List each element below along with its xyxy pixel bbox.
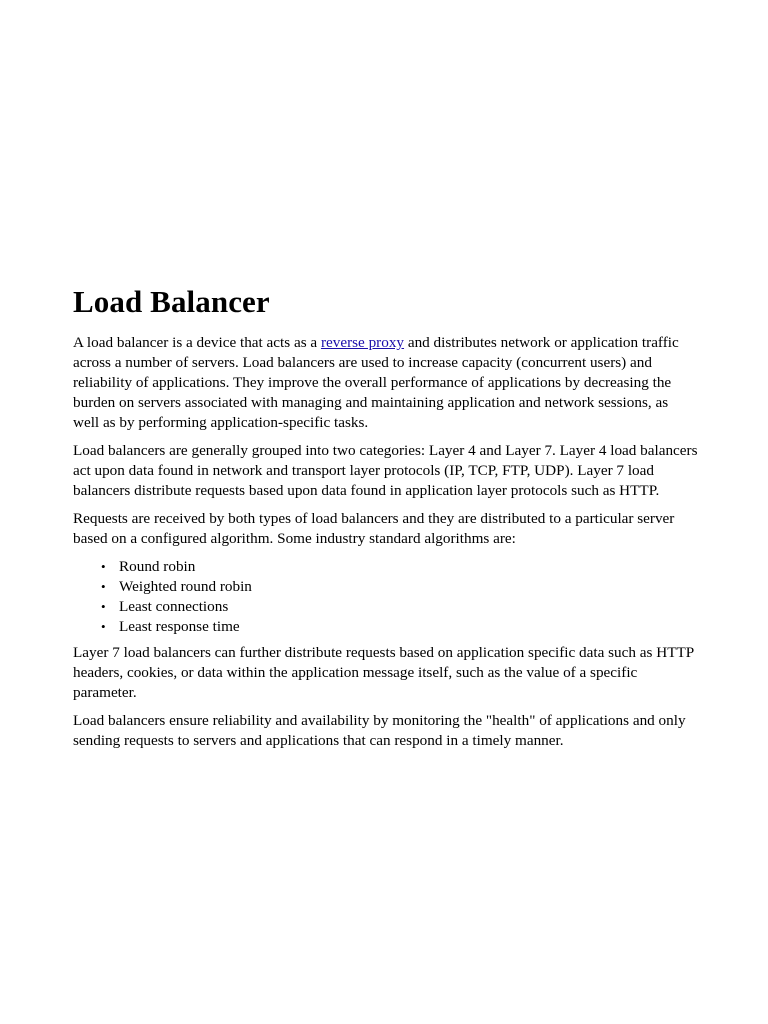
categories-paragraph: Load balancers are generally grouped into two categories: Layer 4 and Layer 7. Layer 4 load balancers act upon data found in network and transport layer protocols (IP, TCP, FTP, UDP). Layer 7 load balancers distribute requests based upon data found in application layer protocols such as HTTP.	[73, 442, 698, 499]
article	[73, 284, 698, 759]
list-item	[101, 597, 698, 617]
bullet-icon: •	[101, 599, 106, 614]
intro-text-before-link: A load balancer is a device that acts as a	[73, 334, 321, 351]
page-title: Load Balancer	[73, 284, 270, 319]
intro-paragraph	[73, 333, 698, 433]
list-item-label: Least connections	[119, 598, 229, 615]
bullet-icon: •	[101, 619, 106, 634]
list-item-label: Weighted round robin	[119, 578, 252, 595]
list-item-label: Round robin	[119, 558, 196, 575]
algorithms-intro-paragraph: Requests are received by both types of load balancers and they are distributed to a particular server based on a configured algorithm. Some industry standard algorithms are:	[73, 510, 675, 547]
list-item	[101, 557, 698, 577]
algorithm-list	[73, 557, 698, 637]
list-item	[101, 617, 698, 637]
layer7-paragraph: Layer 7 load balancers can further distribute requests based on application specific data such as HTTP headers, cookies, or data within the application message itself, such as the value of a specific parameter.	[73, 644, 694, 701]
intro-text-after-link: and distributes network or application traffic across a number of servers. Load balancers are used to increase capacity (concurrent users) and reliability of applications. They improve the overall performance of applications by decreasing the burden on servers associated with managing and maintaining application and network sessions, as well as by performing application-specific tasks.	[73, 334, 679, 431]
bullet-icon: •	[101, 579, 106, 594]
bullet-icon: •	[101, 559, 106, 574]
list-item-label: Least response time	[119, 618, 240, 635]
reliability-paragraph: Load balancers ensure reliability and availability by monitoring the "health" of applications and only sending requests to servers and applications that can respond in a timely manner.	[73, 712, 686, 749]
list-item	[101, 577, 698, 597]
reverse-proxy-link[interactable]: reverse proxy	[320, 334, 405, 351]
